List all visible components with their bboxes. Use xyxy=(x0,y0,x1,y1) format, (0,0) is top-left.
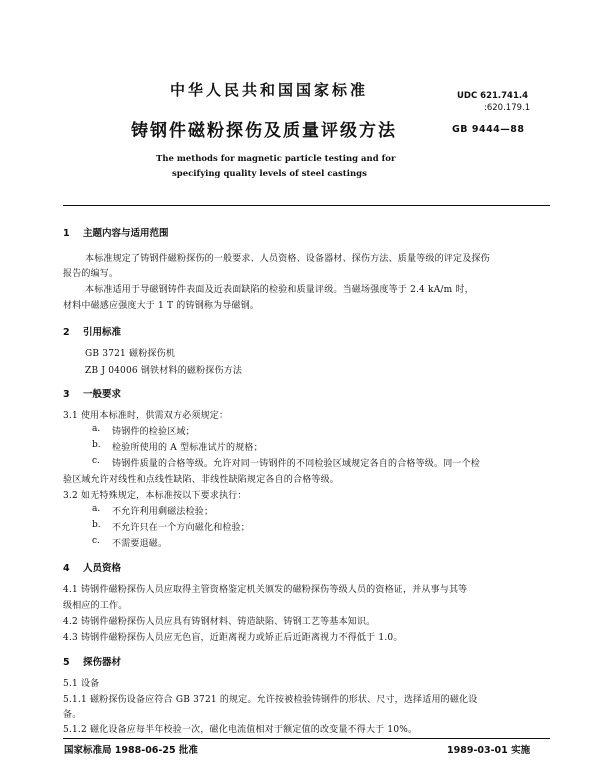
item-b-mark: b. xyxy=(92,440,101,450)
s1-paragraph2-line1: 本标准适用于导磁钢铸件表面及近表面缺陷的检验和质量评级。当磁场强度等于 2.4 kA/m 时， xyxy=(85,285,474,295)
section-number: 5 xyxy=(63,657,70,668)
item-a-text: 铸钢件的检验区域； xyxy=(112,427,195,437)
nation-standard-heading: 中华人民共和国国家标准 xyxy=(170,81,369,99)
section-3-heading xyxy=(63,386,121,400)
section-number: 2 xyxy=(63,327,70,338)
section-title: 主题内容与适用范围 xyxy=(83,228,169,239)
approval-date: 国家标准局 1988-06-25 批准 xyxy=(64,745,198,756)
clause-4-2: 4.2 铸钢件磁粉探伤人员应具有铸钢材料、铸造缺陷、铸钢工艺等基本知识。 xyxy=(63,617,376,627)
clause-4-3: 4.3 铸钢件磁粉探伤人员应无色盲，近距离视力或矫正后近距离视力不得低于 1.0。 xyxy=(63,633,403,643)
clause-4-1-line1: 4.1 铸钢件磁粉探伤人员应取得主管资格鉴定机关颁发的磁粉探伤等级人员的资格证，并从事与其等 xyxy=(63,585,468,595)
document-title-english-line2: specifying quality levels of steel castings xyxy=(172,169,367,179)
clause-3-2: 3.2 如无特殊规定，本标准按以下要求执行： xyxy=(63,491,247,501)
section-2-heading xyxy=(63,324,121,338)
clause-5-1-2: 5.1.2 磁化设备应每半年校验一次，磁化电流值相对于额定值的改变量不得大于 10%。 xyxy=(63,725,418,735)
item-b2-mark: b. xyxy=(92,520,101,530)
document-title-english-line1: The methods for magnetic particle testing and for xyxy=(156,154,396,164)
clause-4-1-line2: 级相应的工作。 xyxy=(63,601,128,611)
clause-5-1-1-line2: 备。 xyxy=(63,710,82,720)
document-title-chinese: 铸钢件磁粉探伤及质量评级方法 xyxy=(131,121,397,141)
item-b2-text: 不允许只在一个方向磁化和检验； xyxy=(112,523,251,533)
clause-5-1: 5.1 设备 xyxy=(63,679,100,689)
udc-code-line1: UDC 621.741.4 xyxy=(457,91,529,101)
section-number: 3 xyxy=(63,389,70,400)
effective-date: 1989-03-01 实施 xyxy=(447,745,531,756)
section-number: 1 xyxy=(63,228,70,239)
section-4-heading xyxy=(63,560,121,574)
item-a-mark: a. xyxy=(92,424,101,434)
section-1-heading xyxy=(63,225,169,239)
footer-divider xyxy=(63,738,550,739)
item-a2-text: 不允许利用剩磁法检验； xyxy=(112,507,214,517)
section-title: 一般要求 xyxy=(83,389,122,400)
udc-code-line2: :620.179.1 xyxy=(484,103,531,113)
s1-paragraph1-line1: 本标准规定了铸钢件磁粉探伤的一般要求、人员资格、设备器材、探伤方法、质量等级的评定及探伤 xyxy=(85,254,490,264)
item-b-text: 检验所使用的 A 型标准试片的规格； xyxy=(112,443,263,453)
s1-paragraph1-line2: 报告的编写。 xyxy=(63,269,119,279)
section-number: 4 xyxy=(63,563,70,574)
reference-zbj04006: ZB J 04006 钢铁材料的磁粉探伤方法 xyxy=(85,366,243,376)
item-c-text-line1: 铸钢件质量的合格等级。允许对同一铸钢件的不同检验区域规定各自的合格等级。同一个检 xyxy=(112,459,481,469)
reference-gb3721: GB 3721 磁粉探伤机 xyxy=(85,349,176,359)
item-c2-text: 不需要退磁。 xyxy=(112,539,168,549)
gb-standard-number: GB 9444—88 xyxy=(452,124,525,135)
section-title: 探伤器材 xyxy=(83,657,122,668)
header-divider xyxy=(63,205,550,206)
item-a2-mark: a. xyxy=(92,504,101,514)
item-c-mark: c. xyxy=(92,456,100,466)
s1-paragraph2-line2: 材料中磁感应强度大于 1 T 的铸钢称为导磁钢。 xyxy=(63,301,260,311)
section-title: 引用标准 xyxy=(83,327,122,338)
section-title: 人员资格 xyxy=(83,563,122,574)
item-c2-mark: c. xyxy=(92,536,100,546)
clause-5-1-1-line1: 5.1.1 磁粉探伤设备应符合 GB 3721 的规定。允许按被检验铸钢件的形状、尺寸，选择适用的磁化设 xyxy=(63,695,478,705)
section-5-heading xyxy=(63,654,121,668)
item-c-text-line2: 验区域允许对线性和点线性缺陷、非线性缺陷规定各自的合格等级。 xyxy=(63,475,340,485)
clause-3-1: 3.1 使用本标准时，供需双方必须规定： xyxy=(63,411,229,421)
